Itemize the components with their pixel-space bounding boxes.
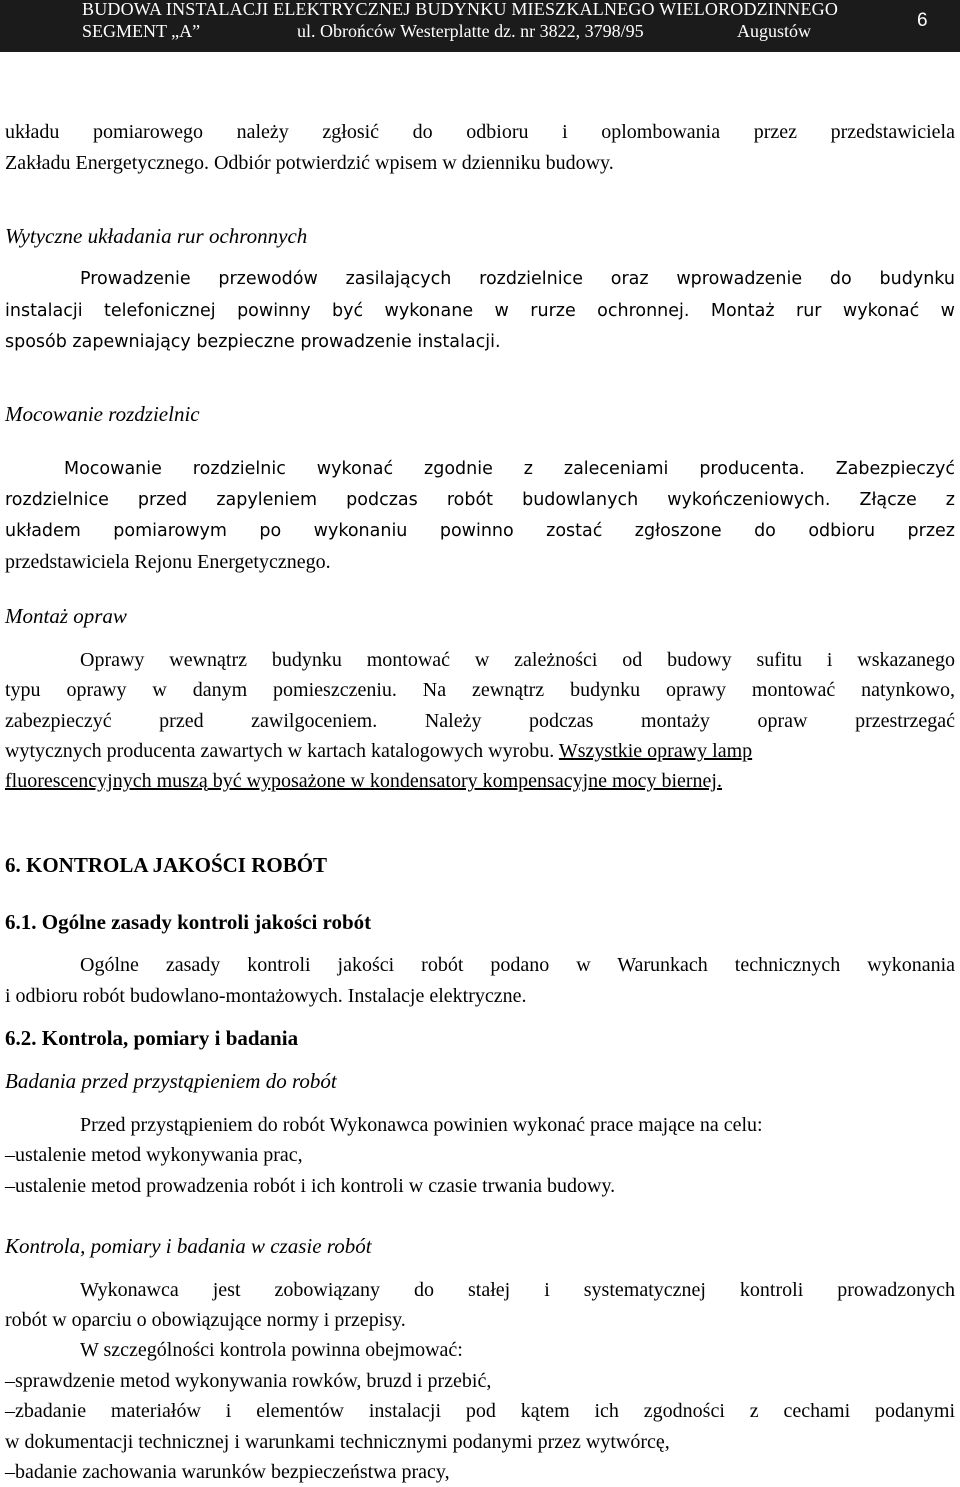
paragraph-line: typu oprawy w danym pomieszczeniu. Na zewnątrz budynku oprawy montować natynkowo, (5, 679, 955, 701)
section-heading: Montaż opraw (5, 604, 127, 628)
list-item: –zbadanie materiałów i elementów instalacji pod kątem ich zgodności z cechami podanymi (5, 1400, 955, 1422)
subsection-heading: 6.2. Kontrola, pomiary i badania (5, 1026, 299, 1050)
paragraph-line: układu pomiarowego należy zgłosić do odbioru i oplombowania przez przedstawiciela (5, 121, 955, 143)
paragraph-line: i odbioru robót budowlano-montażowych. Instalacje elektryczne. (5, 985, 527, 1007)
paragraph-line: przedstawiciela Rejonu Energetycznego. (5, 551, 331, 573)
paragraph-line: zabezpieczyć przed zawilgoceniem. Należy podczas montaży opraw przestrzegać (5, 710, 955, 732)
paragraph-line (5, 736, 955, 766)
paragraph-line: Oprawy wewnątrz budynku montować w zależności od budowy sufitu i wskazanego (80, 649, 955, 671)
section-heading: Badania przed przystąpieniem do robót (5, 1069, 337, 1093)
paragraph-line: Przed przystąpieniem do robót Wykonawca powinien wykonać prace mające na celu: (80, 1114, 763, 1136)
header-subtitle (82, 21, 811, 42)
paragraph-line: układem pomiarowym po wykonaniu powinno zostać zgłoszone do odbioru przez (5, 521, 955, 541)
subsection-heading: 6.1. Ogólne zasady kontroli jakości robót (5, 910, 372, 934)
paragraph-line: w dokumentacji technicznej i warunkami technicznymi podanymi przez wytwórcę, (5, 1431, 670, 1453)
paragraph-line: Prowadzenie przewodów zasilających rozdzielnice oraz wprowadzenie do budynku (80, 269, 955, 289)
section-heading: Wytyczne układania rur ochronnych (5, 224, 308, 248)
paragraph-line: W szczególności kontrola powinna obejmować: (80, 1339, 463, 1361)
underlined-line: fluorescencyjnych muszą być wyposażone w kondensatory kompensacyjne mocy biernej. (5, 770, 722, 792)
paragraph-text: wytycznych producenta zawartych w kartach katalogowych wyrobu. (5, 740, 559, 762)
paragraph-line: Ogólne zasady kontroli jakości robót podano w Warunkach technicznych wykonania (80, 954, 955, 976)
underlined-text: Wszystkie oprawy lamp (558, 740, 753, 762)
paragraph-line: robót w oparciu o obowiązujące normy i przepisy. (5, 1309, 406, 1331)
page-number: 6 (917, 10, 928, 31)
header-address: ul. Obrońców Westerplatte dz. nr 3822, 3798/95 (297, 21, 644, 41)
paragraph-line: Mocowanie rozdzielnic wykonać zgodnie z zaleceniami producenta. Zabezpieczyć (64, 459, 955, 479)
header-city: Augustów (737, 21, 812, 41)
list-item: –sprawdzenie metod wykonywania rowków, bruzd i przebić, (5, 1370, 492, 1392)
paragraph-line: Zakładu Energetycznego. Odbiór potwierdzić wpisem w dzienniku budowy. (5, 152, 614, 174)
header-segment: SEGMENT „A” (82, 21, 201, 41)
page-header (0, 0, 960, 52)
paragraph-line: instalacji telefonicznej powinny być wykonane w rurze ochronnej. Montaż rur wykonać w (5, 301, 955, 321)
header-title: BUDOWA INSTALACJI ELEKTRYCZNEJ BUDYNKU MIESZKALNEGO WIELORODZINNEGO (82, 0, 839, 19)
paragraph-line: sposób zapewniający bezpieczne prowadzenie instalacji. (5, 332, 501, 352)
list-item: –ustalenie metod prowadzenia robót i ich kontroli w czasie trwania budowy. (5, 1175, 616, 1197)
list-item: –badanie zachowania warunków bezpieczeństwa pracy, (5, 1461, 450, 1483)
paragraph-line: Wykonawca jest zobowiązany do stałej i systematycznej kontroli prowadzonych (80, 1279, 955, 1301)
list-item: –ustalenie metod wykonywania prac, (5, 1144, 303, 1166)
section-heading: Mocowanie rozdzielnic (5, 402, 200, 426)
paragraph-line: rozdzielnice przed zapyleniem podczas robót budowlanych wykończeniowych. Złącze z (5, 490, 955, 510)
chapter-heading: 6. KONTROLA JAKOŚCI ROBÓT (5, 853, 328, 877)
section-heading: Kontrola, pomiary i badania w czasie robót (5, 1234, 372, 1258)
